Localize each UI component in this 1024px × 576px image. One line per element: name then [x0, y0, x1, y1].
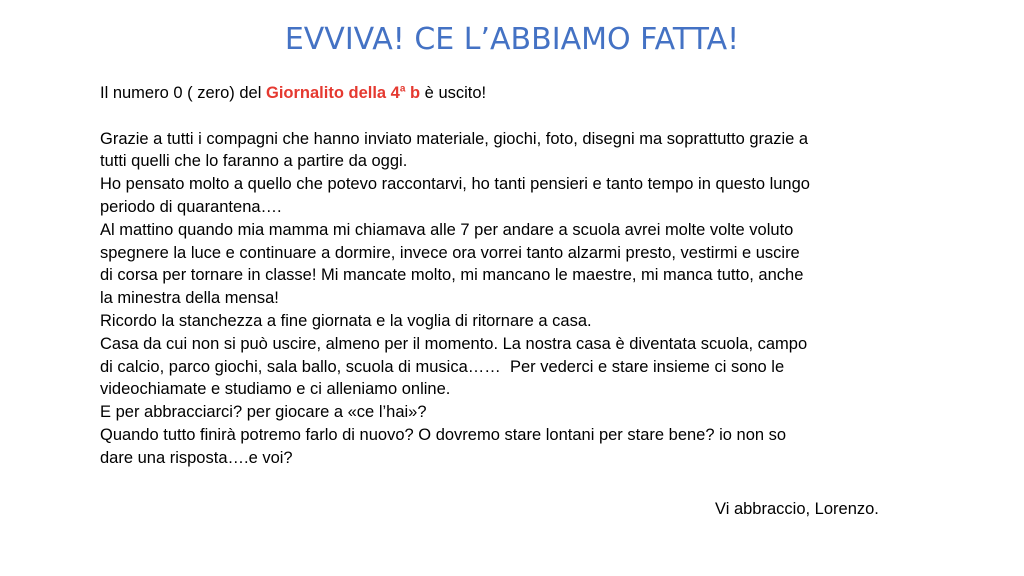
body-line: periodo di quarantena…. — [100, 197, 282, 216]
body-line: Grazie a tutti i compagni che hanno inviato materiale, giochi, foto, disegni ma soprattutto grazie a — [100, 129, 809, 148]
body-line: di corsa per tornare in classe! Mi mancate molto, mi mancano le maestre, mi manca tutto, anche — [100, 266, 804, 285]
body-line: dare una risposta….e voi? — [100, 448, 293, 467]
body-line: Al mattino quando mia mamma mi chiamava alle 7 per andare a scuola avrei molte volte voluto — [100, 220, 794, 239]
newspaper-name-superscript: a — [399, 83, 406, 95]
signature: Vi abbraccio, Lorenzo. — [715, 500, 879, 518]
intro-after: è uscito! — [420, 84, 487, 102]
body-line: videochiamate e studiamo e ci alleniamo online. — [100, 380, 451, 399]
paragraph-gap — [100, 105, 940, 128]
body-line: Quando tutto finirà potremo farlo di nuovo? O dovremo stare lontani per stare bene? io non so — [100, 425, 787, 444]
body-line: la minestra della mensa! — [100, 289, 279, 308]
body-line: Ricordo la stanchezza a fine giornata e la voglia di ritornare a casa. — [100, 311, 592, 330]
newspaper-name-main: Giornalito della 4 — [265, 84, 400, 102]
body-line: spegnere la luce e continuare a dormire, invece ora vorrei tanto alzarmi presto, vestirmi e uscire — [100, 243, 800, 262]
newspaper-name — [266, 84, 420, 102]
body-line: di calcio, parco giochi, sala ballo, scuola di musica…… Per vederci e stare insieme ci sono le — [100, 357, 785, 376]
newspaper-name-class: b — [405, 84, 421, 102]
intro-line — [100, 82, 940, 105]
body-line: Casa da cui non si può uscire, almeno per il momento. La nostra casa è diventata scuola, campo — [100, 334, 808, 353]
letter-body — [100, 82, 940, 470]
body-line: tutti quelli che lo faranno a partire da oggi. — [100, 152, 408, 171]
body-line: E per abbracciarci? per giocare a «ce l’hai»? — [100, 403, 427, 422]
intro-before: Il numero 0 ( zero) del — [100, 84, 266, 102]
slide-title: EVVIVA! CE L’ABBIAMO FATTA! — [284, 22, 740, 57]
body-line: Ho pensato molto a quello che potevo raccontarvi, ho tanti pensieri e tanto tempo in questo lungo — [100, 175, 810, 194]
